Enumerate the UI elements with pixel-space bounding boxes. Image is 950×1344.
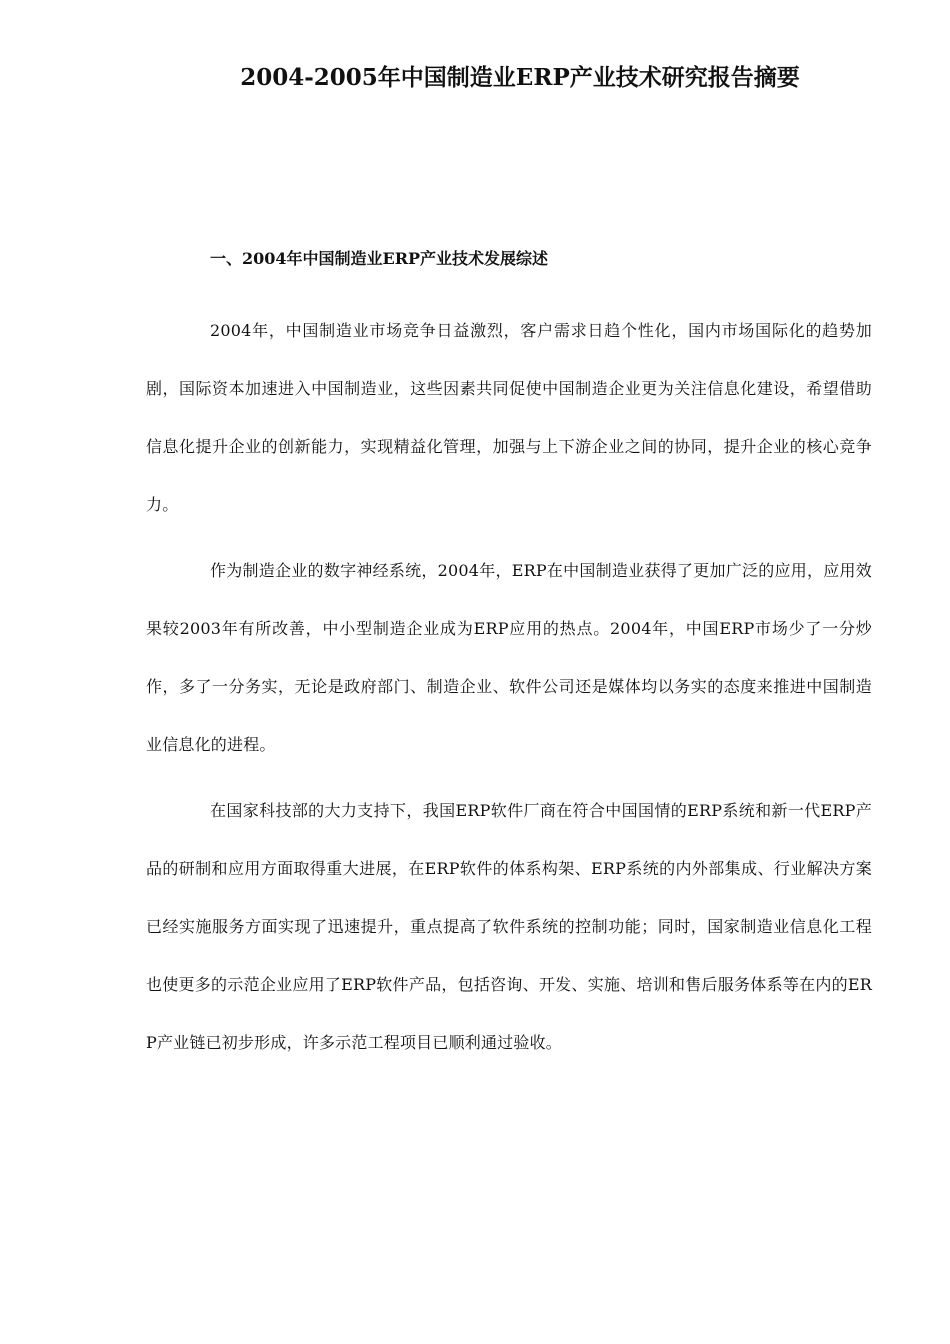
paragraph-2: 作为制造企业的数字神经系统，2004年，ERP在中国制造业获得了更加广泛的应用，应用效果较2003年有所改善，中小型制造企业成为ERP应用的热点。2004年，中国ERP市场少了一分炒作，多了一分务实，无论是政府部门、制造企业、软件公司还是媒体均以务实的态度来推进中国制造业信息化的进程。 (146, 561, 872, 754)
paragraph-1: 2004年，中国制造业市场竞争日益激烈，客户需求日趋个性化，国内市场国际化的趋势加剧，国际资本加速进入中国制造业，这些因素共同促使中国制造企业更为关注信息化建设，希望借助信息化提升企业的创新能力，实现精益化管理，加强与上下游企业之间的协同，提升企业的核心竞争力。 (146, 321, 872, 514)
document-title: 2004-2005年中国制造业ERP产业技术研究报告摘要 (240, 64, 800, 91)
document-body (146, 302, 872, 1080)
paragraph-3: 在国家科技部的大力支持下，我国ERP软件厂商在符合中国国情的ERP系统和新一代ERP产品的研制和应用方面取得重大进展，在ERP软件的体系构架、ERP系统的内外部集成、行业解决方案已经实施服务方面实现了迅速提升，重点提高了软件系统的控制功能；同时，国家制造业信息化工程也使更多的示范企业应用了ERP软件产品，包括咨询、开发、实施、培训和售后服务体系等在内的ERP产业链已初步形成，许多示范工程项目已顺利通过验收。 (146, 801, 872, 1052)
section-heading: 一、2004年中国制造业ERP产业技术发展综述 (210, 249, 549, 268)
